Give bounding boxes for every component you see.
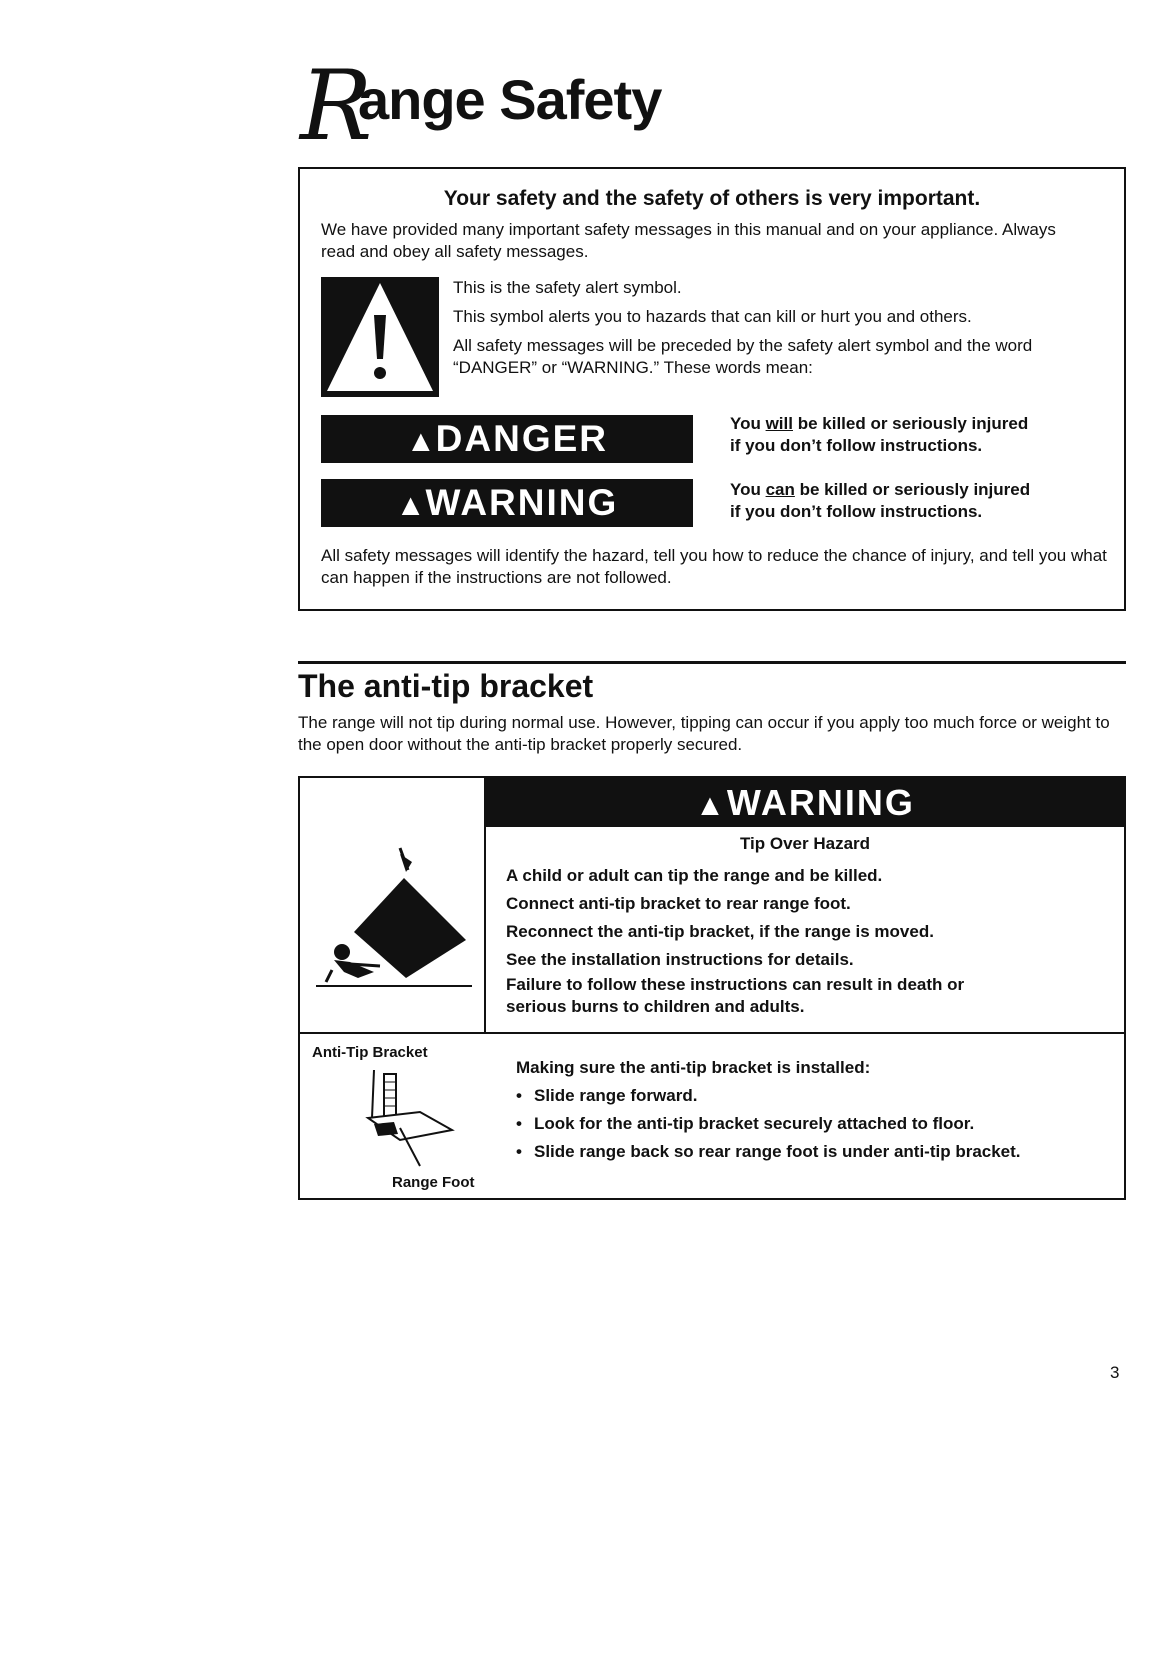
foot-label: Range Foot bbox=[392, 1174, 475, 1191]
section-heading: The anti-tip bracket bbox=[298, 668, 594, 704]
warning-label: WARNING bbox=[726, 782, 915, 823]
warning-label: WARNING bbox=[425, 482, 619, 523]
alert-line: This is the safety alert symbol. bbox=[453, 278, 682, 297]
hazard-line: A child or adult can tip the range and be killed. bbox=[506, 866, 883, 885]
alert-line: All safety messages will be preceded by the safety alert symbol and the word “DANGER” or “WARNING.” These words mean: bbox=[453, 336, 1033, 377]
warning-signal-bar bbox=[321, 479, 693, 527]
warning-desc-line: You can be killed or seriously injured bbox=[730, 480, 1031, 499]
warning-desc-line: if you don’t follow instructions. bbox=[730, 502, 983, 521]
section-divider bbox=[298, 661, 1126, 664]
title-initial: R bbox=[300, 50, 373, 162]
warning-triangle-icon: ▲ bbox=[695, 789, 727, 822]
hazard-line: Failure to follow these instructions can result in death or bbox=[506, 975, 965, 994]
safety-alert-icon bbox=[321, 277, 439, 397]
alert-symbol-text bbox=[453, 277, 1103, 386]
alert-line: This symbol alerts you to hazards that can kill or hurt you and others. bbox=[453, 307, 972, 326]
anti-tip-warning-box bbox=[298, 776, 1126, 1200]
title-text: ange Safety bbox=[358, 68, 662, 131]
hazard-line: serious burns to children and adults. bbox=[506, 997, 805, 1016]
hazard-line: Reconnect the anti-tip bracket, if the range is moved. bbox=[506, 922, 934, 941]
checklist-item: • Look for the anti-tip bracket securely attached to floor. bbox=[516, 1110, 1116, 1138]
warning-triangle-icon: ▲ bbox=[405, 425, 436, 458]
page-number: 3 bbox=[1110, 1363, 1120, 1382]
hazard-title: Tip Over Hazard bbox=[739, 834, 871, 853]
tipping-range-illustration bbox=[314, 840, 474, 990]
checklist-heading: Making sure the anti-tip bracket is installed: bbox=[516, 1058, 871, 1077]
safety-heading: Your safety and the safety of others is very important. bbox=[443, 187, 981, 210]
warning-description bbox=[730, 479, 1100, 523]
anti-tip-bracket-illustration bbox=[360, 1068, 470, 1168]
checklist-item: • Slide range back so rear range foot is under anti-tip bracket. bbox=[516, 1138, 1116, 1166]
warning-triangle-icon: ▲ bbox=[395, 489, 426, 522]
checklist-item: • Slide range forward. bbox=[516, 1082, 1116, 1110]
danger-description bbox=[730, 413, 1100, 457]
danger-desc-line: You will be killed or seriously injured bbox=[730, 414, 1029, 433]
section-paragraph: The range will not tip during normal use. However, tipping can occur if you apply too much force or weight to the open door without the anti-tip bracket properly secured. bbox=[298, 713, 1110, 754]
danger-signal-bar bbox=[321, 415, 693, 463]
bracket-label: Anti-Tip Bracket bbox=[312, 1044, 428, 1061]
divider bbox=[300, 1032, 1124, 1034]
warning-header bbox=[486, 778, 1124, 827]
safety-footer: All safety messages will identify the hazard, tell you how to reduce the chance of injury, and tell you what can happen if the instructions are not followed. bbox=[321, 546, 1107, 587]
hazard-line: Connect anti-tip bracket to rear range foot. bbox=[506, 894, 851, 913]
hazard-line: See the installation instructions for details. bbox=[506, 950, 854, 969]
hazard-lines bbox=[506, 862, 1106, 1018]
safety-info-box bbox=[298, 167, 1126, 611]
install-checklist bbox=[516, 1054, 1116, 1166]
danger-desc-line: if you don’t follow instructions. bbox=[730, 436, 983, 455]
danger-label: DANGER bbox=[435, 418, 609, 459]
safety-intro: We have provided many important safety messages in this manual and on your appliance. Always read and obey all safety messages. bbox=[321, 220, 1056, 261]
